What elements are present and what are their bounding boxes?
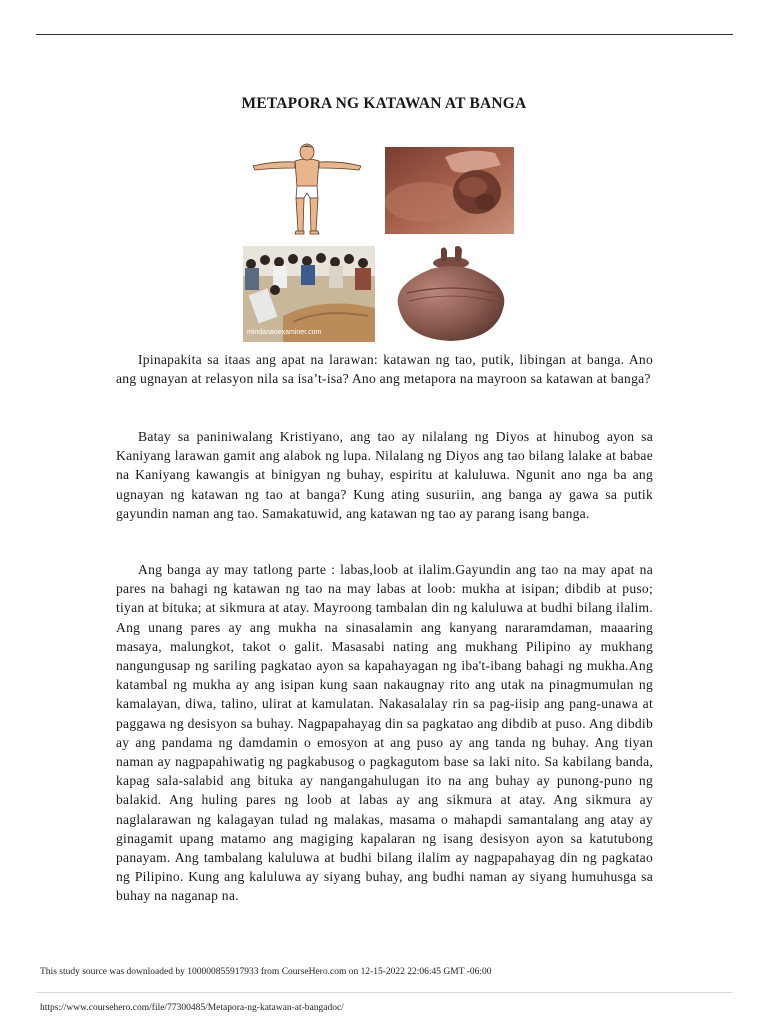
human-body-image — [243, 143, 371, 236]
burial-image — [243, 246, 375, 342]
image-caption: mindanaoexaminer.com — [247, 329, 322, 336]
burial-photo — [243, 246, 375, 342]
jar-photo — [385, 243, 517, 343]
paragraph-2-text: Batay sa paniniwalang Kristiyano, ang tao ay nilalang ng Diyos at hinubog ayon sa Kaniyang larawan gamit ang alabok ng lupa. Nilalang ng Diyos ang tao bilang lalake at babae na Kaniyang kawangis at binigyan ng buhay, espiritu at kaluluwa. Ngunit ano nga ba ang ugnayan ng katawan ng tao at banga? Kung ating susuriin, ang banga ay gawa sa putik gayundin naman ang tao. Samakatuwid, ang katawan ng tao ay parang isang banga. — [116, 429, 653, 521]
human-body-illustration — [243, 143, 371, 236]
clay-photo — [385, 147, 514, 234]
paragraph-3 — [116, 560, 653, 906]
paragraph-1-text: Ipinapakita sa itaas ang apat na larawan: katawan ng tao, putik, libingan at banga. Ano ang ugnayan at relasyon nila sa isa’t-isa? Ano ang metapora na mayroon sa katawan at banga? — [116, 352, 653, 387]
paragraph-1 — [116, 350, 653, 388]
paragraph-2 — [116, 427, 653, 523]
top-rule — [36, 34, 733, 35]
jar-image — [385, 243, 517, 343]
document-title: METAPORA NG KATAWAN AT BANGA — [241, 95, 527, 112]
bottom-rule — [36, 992, 733, 993]
source-url-link[interactable]: https://www.coursehero.com/file/77300485/Metapora-ng-katawan-at-bangadoc/ — [40, 1003, 344, 1013]
paragraph-3-text: Ang banga ay may tatlong parte : labas,loob at ilalim.Gayundin ang tao na may apat na pares na bahagi ng katawan ng tao na may labas at loob: mukha at isipan; dibdib at puso; tiyan at bituka; at sikmura at atay. Mayroong tambalan din ng kaluluwa at budhi bilang ilalim. Ang unang pares ay ang mukha na sinasalamin ang kanyang nararamdaman, maaaring masaya, malungkot, takot o galit. Masasabi nating ang mukhang Pilipino ay mukhang nangungusap ng sariling pagkatao ayon sa kapahayagan ng iba't-ibang bahagi ng mukha.Ang katambal ng mukha ay ang isipan kung saan nakaugnay rito ang utak na pinagmumulan ng kamalayan, diwa, talino, ulirat at kamulatan. Nakasalalay rin sa pag-iisip ang pang-unawa at paggawa ng desisyon sa buhay. Nagpapahayag din sa pagkatao ang dibdib at puso. Ang dibdib ay ang pandama ng damdamin o emosyon at ang puso ay ang tanda ng buhay. Ang tiyan naman ay nagpapahiwatig ng pagkabusog o pagkagutom base sa laki nito. Sa kabilang banda, kapag sala-salabid ang bituka ay nangangahulugan ito na ang buhay ay punong-puno ng balakid. Ang huling pares ng loob at labas ay ang sikmura at atay. Ang sikmura ay naglalarawan ng kalagayan tulad ng malakas, masama o mahapdi samantalang ang atay ay ginagamit upang matamo ang magiging kapalaran ng isang desisyon ayon sa katutubong panayam. Ang tambalang kaluluwa at budhi bilang ilalim ay nagpapahayag din ng pagkatao ng Pilipino. Kung ang kaluluwa ay siyang buhay, ang budhi naman ay siyang humuhusga sa buhay na naganap na. — [116, 562, 653, 904]
clay-image — [385, 147, 514, 234]
download-note: This study source was downloaded by 100000855917933 from CourseHero.com on 12-15-2022 22:06:45 GMT -06:00 — [40, 967, 492, 977]
